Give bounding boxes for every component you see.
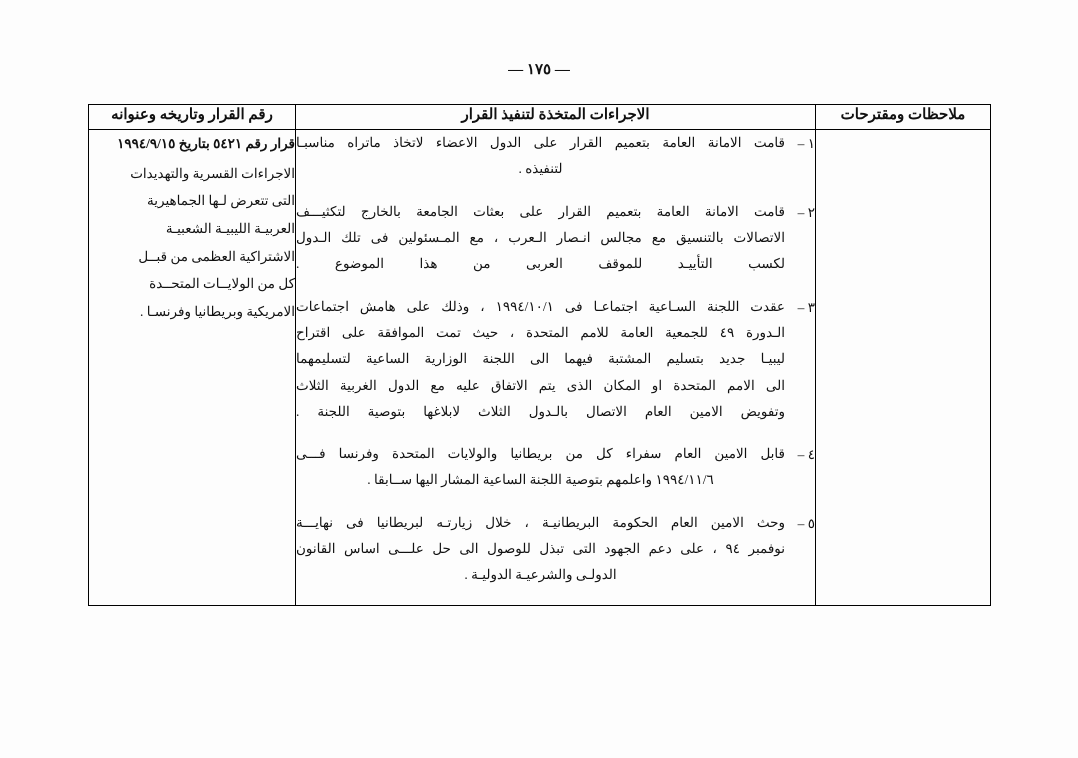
action-item [296, 294, 815, 426]
decision-line: الاجراءات القسرية والتهديدات [130, 165, 295, 181]
decisions-table [88, 104, 991, 606]
action-line: لتنفيذه . [518, 161, 563, 177]
action-line: وتفويض الامين العام الاتصال بالـدول الثلاث لابلاغها بتوصية اللجنة . [296, 403, 785, 419]
action-text [296, 130, 785, 183]
action-number: ٣ – [797, 299, 815, 315]
page-number: — ١٧٥ — [508, 62, 570, 78]
action-text [296, 441, 785, 494]
action-text [296, 199, 785, 278]
decision-body [89, 160, 295, 326]
actions-cell [296, 130, 816, 606]
notes-cell [816, 130, 991, 606]
action-line: الاتصالات بالتنسيق مع مجالس انـصار الـعرب ، مع المـسئولين فى تلك الـدول [296, 229, 785, 245]
action-line: الـدورة ٤٩ للجمعية العامة للامم المتحدة ، حيث تمت الموافقة على اقتراح [296, 324, 785, 340]
action-line: عقدت اللجنة السـاعية اجتماعـا فى ١٩٩٤/١٠/١ ، وذلك على هامش اجتماعات [296, 298, 785, 314]
action-number: ٥ – [797, 515, 815, 531]
action-line: قامت الامانة العامة بتعميم القرار على الدول الاعضاء لاتخاذ ماتراه مناسبـا [296, 135, 785, 150]
action-line: وحث الامين العام الحكومة البريطانيـة ، خلال زيارتـه لبريطانيا فى نهايـــة [296, 514, 785, 530]
decision-line: الامريكية وبريطانيا وفرنسـا . [139, 304, 295, 320]
action-line: ١٩٩٤/١١/٦ واعلمهم بتوصية اللجنة الساعية المشار اليها ســابقا . [367, 472, 714, 488]
action-line: الى الامم المتحدة او المكان الذى يتم الاتفاق عليه مع الدول الغربية الثلاث [296, 377, 785, 393]
action-line: نوفمبر ٩٤ ، على دعم الجهود التى تبذل للوصول الى حل علـــى اساس القانون [296, 541, 786, 557]
action-line: قابل الامين العام سفراء كل من بريطانيا والولايات المتحدة وفرنسا فـــى [296, 446, 785, 462]
action-number: ٢ – [797, 204, 815, 220]
action-line: لكسب التأييـد للموقف العربى من هذا الموضوع . [296, 256, 785, 272]
action-text [296, 294, 785, 426]
decision-line: التى تتعرض لـها الجماهيرية [147, 193, 295, 209]
action-line: الدولـى والشرعيـة الدوليـة . [464, 567, 617, 583]
action-item [296, 130, 815, 183]
decision-title: قرار رقم ٥٤٢١ بتاريخ ١٩٩٤/٩/١٥ [117, 136, 295, 151]
action-line: ليبيـا جديد بتسليم المشتبة فيهما الى اللجنة الوزارية الساعية لتسليمهما [296, 351, 785, 367]
action-text [296, 510, 785, 589]
action-number: ١ – [797, 136, 815, 151]
action-item [296, 199, 815, 278]
action-line: قامت الامانة العامة بتعميم القرار على بعثات الجامعة بالخارج لتكثيـــف [296, 203, 785, 219]
action-item [296, 510, 815, 589]
action-item [296, 441, 815, 494]
decision-line: الاشتراكية العظمى من قبــل [138, 248, 295, 264]
table-header-row [89, 105, 991, 130]
decision-line: العربيـة الليبيـة الشعبيـة [165, 221, 295, 237]
table-row [89, 130, 991, 606]
decision-cell [89, 130, 296, 606]
column-header-decision: رقم القرار وتاريخه وعنوانه [89, 105, 296, 130]
decision-line: كل من الولايــات المتحــدة [149, 276, 295, 292]
column-header-actions: الاجراءات المتخذة لتنفيذ القرار [296, 105, 816, 130]
column-header-notes: ملاحظات ومقترحات [816, 105, 991, 130]
action-number: ٤ – [797, 447, 815, 463]
